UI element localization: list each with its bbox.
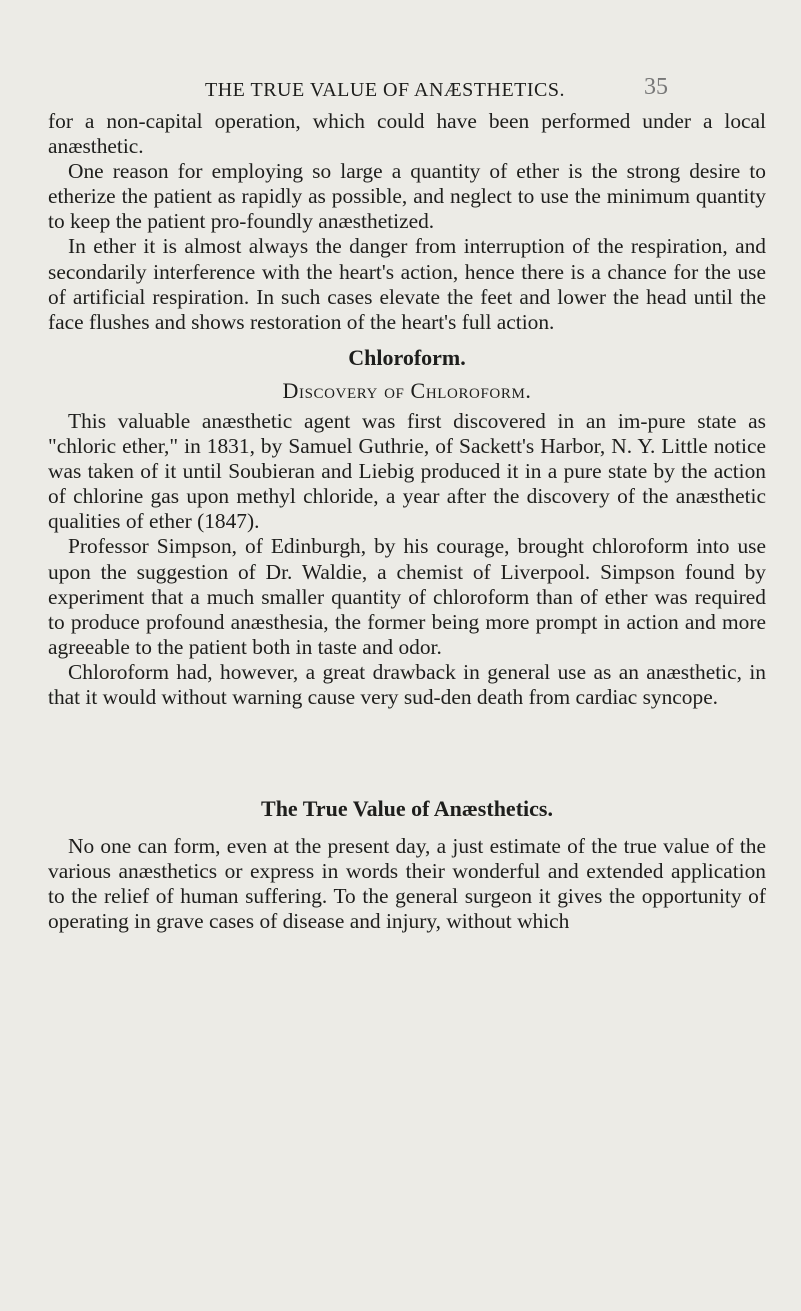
- paragraph: One reason for employing so large a quantity of ether is the strong desire to etherize the patient as rapidly as possible, and neglect to use the minimum quantity to keep the patient pro-foundly anæsthetized.: [48, 159, 766, 234]
- paragraph: for a non-capital operation, which could have been performed under a local anæsthetic.: [48, 109, 766, 159]
- section-ether-continuation: [48, 109, 766, 335]
- page-number: 35: [644, 74, 668, 100]
- paragraph: In ether it is almost always the danger from interruption of the respiration, and secondarily interference with the heart's action, hence there is a chance for the use of artificial respiration. In such cases elevate the feet and lower the head until the face flushes and shows restoration of the heart's full action.: [48, 234, 766, 334]
- heading-chloroform: Chloroform.: [348, 345, 466, 370]
- paragraph: Chloroform had, however, a great drawback in general use as an anæsthetic, in that it would without warning cause very sud-den death from cardiac syncope.: [48, 659, 766, 710]
- paragraph: This valuable anæsthetic agent was first discovered in an im-pure state as "chloric ether," in 1831, by Samuel Guthrie, of Sackett's Harbor, N. Y. Little notice was taken of it until Soubieran and Liebig produced it in a pure state by the action of chlorine gas upon methyl chloride, a year after the discovery of the anæsthetic qualities of ether (1847).: [48, 409, 766, 534]
- paragraph: No one can form, even at the present day, a just estimate of the true value of the various anæsthetics or express in words their wonderful and extended application to the relief of human suffering. To the general surgeon it gives the opportunity of operating in grave cases of disease and injury, without which: [48, 834, 766, 934]
- section-chloroform: [48, 409, 766, 710]
- heading-true-value-of-anaesthetics: The True Value of Anæsthetics.: [261, 796, 553, 821]
- paragraph: Professor Simpson, of Edinburgh, by his courage, brought chloroform into use upon the suggestion of Dr. Waldie, a chemist of Liverpool. Simpson found by experiment that a much smaller quantity of chloroform than of ether was required to produce profound anæsthesia, the former being more prompt in action and more agreeable to the patient both in taste and odor.: [48, 534, 766, 659]
- running-header: THE TRUE VALUE OF ANÆSTHETICS.: [204, 79, 566, 101]
- heading-discovery-of-chloroform: Discovery of Chloroform.: [282, 378, 532, 403]
- section-true-value: [48, 834, 766, 934]
